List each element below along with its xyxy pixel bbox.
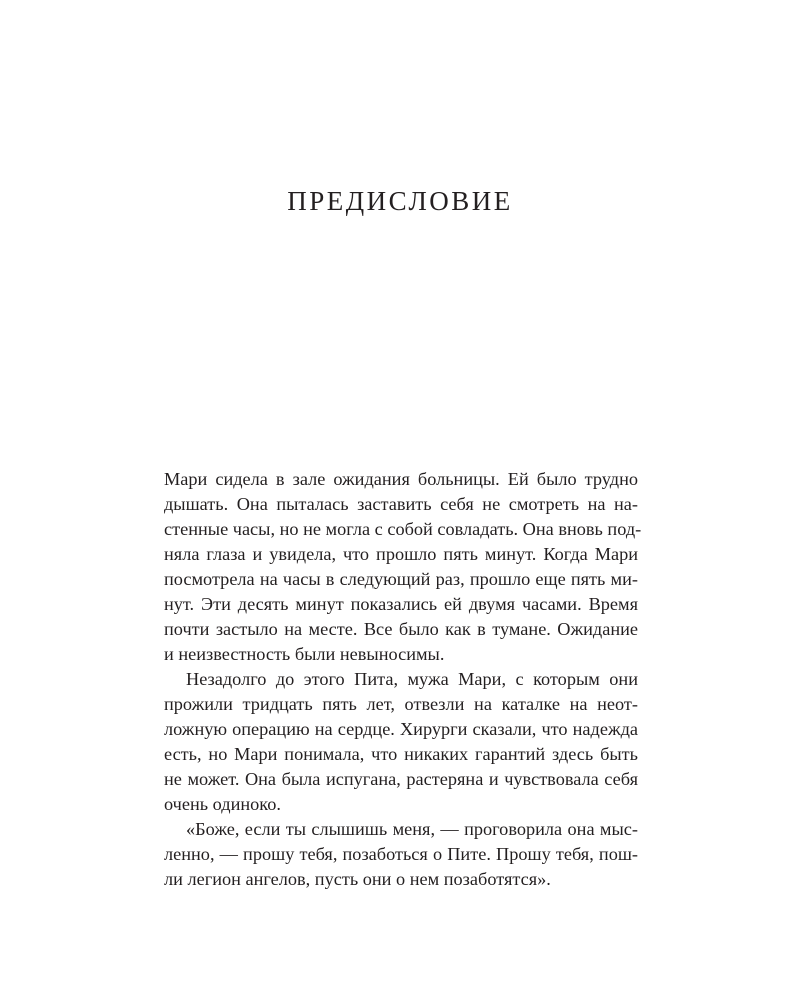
text-line: Мари сидела в зале ожидания больницы. Ей было трудно [164, 469, 638, 489]
page-title: ПРЕДИСЛОВИЕ [287, 186, 513, 216]
text-line: прожили тридцать пять лет, отвезли на каталке на неот- [164, 694, 638, 714]
text-line: очень одиноко. [164, 794, 281, 814]
text-line: стенные часы, но не могла с собой совладать. Она вновь под- [164, 519, 642, 539]
text-line: ленно, — прошу тебя, позаботься о Пите. Прошу тебя, пош- [164, 844, 638, 864]
text-line: «Боже, если ты слышишь меня, — проговорила она мыс- [186, 819, 638, 839]
text-line: и неизвестность были невыносимы. [164, 644, 445, 664]
body-text [164, 467, 642, 892]
text-line: есть, но Мари понимала, что никаких гарантий здесь быть [164, 744, 638, 764]
text-line: нут. Эти десять минут показались ей двумя часами. Время [164, 594, 638, 614]
text-line: дышать. Она пыталась заставить себя не смотреть на на- [164, 494, 638, 514]
paragraph [164, 467, 642, 667]
text-line: почти застыло на месте. Все было как в тумане. Ожидание [164, 619, 638, 639]
text-line: не может. Она была испугана, растеряна и чувствовала себя [164, 769, 638, 789]
text-line: няла глаза и увидела, что прошло пять минут. Когда Мари [164, 544, 638, 564]
paragraph [164, 817, 638, 892]
text-line: ложную операцию на сердце. Хирурги сказали, что надежда [164, 719, 638, 739]
text-line: Незадолго до этого Пита, мужа Мари, с которым они [186, 669, 638, 689]
paragraph [164, 667, 638, 817]
text-line: посмотрела на часы в следующий раз, прошло еще пять ми- [164, 569, 638, 589]
text-line: ли легион ангелов, пусть они о нем позаботятся». [164, 869, 551, 889]
